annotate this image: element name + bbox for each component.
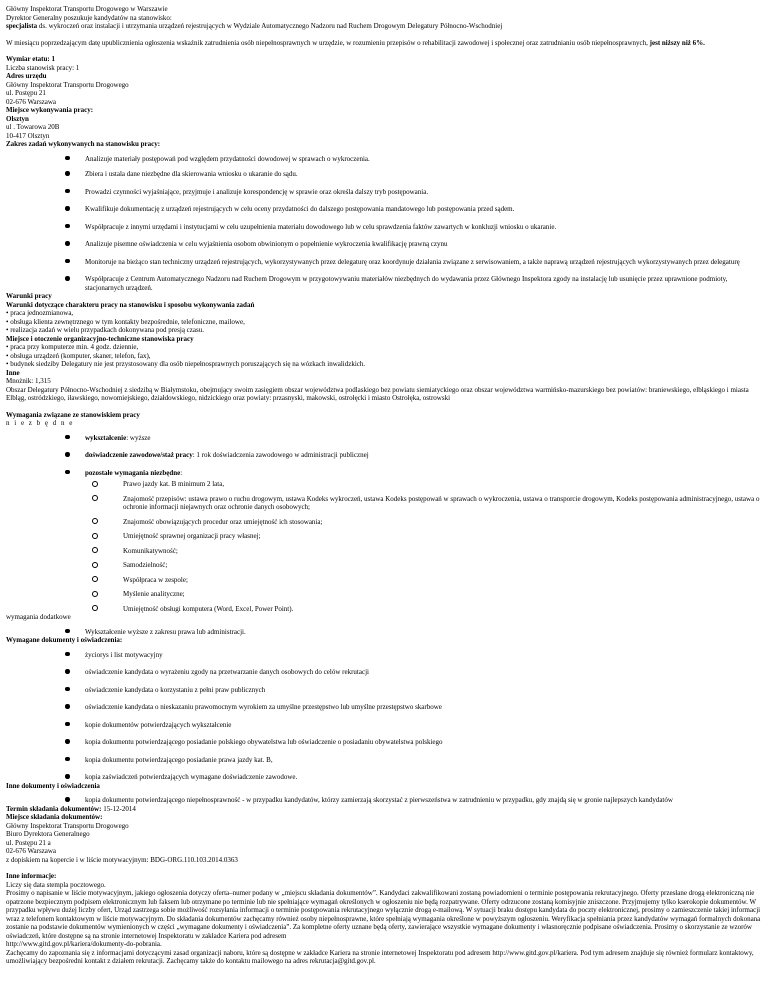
list-item: Analizuje pisemne oświadczenia w celu wyjaśnienia osobom obwinionym o popełnienie wykroczenia kwalifikację prawną czynu <box>6 240 762 249</box>
list-item: kopia dokumentu potwierdzającego posiadanie polskiego obywatelstwa lub oświadczenie o posiadaniu obywatelstwa polskiego <box>6 738 762 747</box>
list-item: Prowadzi czynności wyjaśniające, przyjmuje i analizuje korespondencję w sprawie oraz określa dalszy tryb postępowania. <box>6 188 762 197</box>
position-line <box>6 22 762 31</box>
termin-value: 15-12-2014 <box>101 804 136 813</box>
adres-line: ul. Postępu 21 <box>6 89 46 97</box>
zakres-list <box>6 155 762 293</box>
miejsce-skladania-line: z dopiskiem na kopercie i w liście motywacyjnym: BDG-ORG.110.103.2014.0363 <box>6 855 238 864</box>
miejsce-label: Miejsce wykonywania pracy: <box>6 106 94 114</box>
wymagania-dodatkowe-title: wymagania dodatkowe <box>6 613 71 621</box>
inne-informacje-title: Inne informacje: <box>6 872 57 880</box>
miejsce-city: Olsztyn <box>6 114 29 123</box>
list-item: Prawo jazdy kat. B minimum 2 lata, <box>85 480 762 489</box>
miejsce-skladania-line: Biuro Dyrektora Generalnego <box>6 830 90 838</box>
inne-dokumenty-title: Inne dokumenty i oświadczenia <box>6 781 100 790</box>
list-item: Wykształcenie wyższe z zakresu prawa lub administracji. <box>6 628 762 637</box>
wyksztalcenie-label: wykształcenie <box>85 433 127 442</box>
list-item: Współpraca w zespole; <box>85 576 762 585</box>
dodatkowe-list <box>6 628 762 637</box>
liczba-stanowisk: Liczba stanowisk pracy: 1 <box>6 63 80 72</box>
adres-label: Adres urzędu <box>6 72 47 80</box>
warunki-line: • budynek siedziby Delegatury nie jest przystosowany dla osób niepełnosprawnych poruszających się na wózkach inwalidzkich. <box>6 360 366 368</box>
warunki-inne-title: Inne <box>6 368 20 377</box>
disability-note <box>6 39 762 48</box>
list-item: Umiejętność sprawnej organizacji pracy własnej; <box>85 532 762 541</box>
adres-line: Główny Inspektorat Transportu Drogowego <box>6 80 129 89</box>
doswiadczenie-value: : 1 rok doświadczenia zawodowego w administracji publicznej <box>192 451 369 459</box>
disability-note-bold: jest niższy niż 6%. <box>649 38 705 47</box>
dokumenty-title: Wymagane dokumenty i oświadczenia: <box>6 636 123 644</box>
list-item <box>6 434 762 443</box>
disability-note-text: W miesiącu poprzedzającym datę upublicznienia ogłoszenia wskaźnik zatrudnienia osób niepełnosprawnych w urzędzie, w rozumieniu przepisów o rehabilitacji zawodowej i społecznej oraz zatrudnianiu osób niepełnosprawnych, <box>6 38 650 47</box>
pozostale-value: : <box>180 468 183 477</box>
warunki-line: • praca przy komputerze min. 4 godz. dziennie, <box>6 343 139 351</box>
list-item: Analizuje materiały postępowań pod względem przydatności dowodowej w sprawach o wykroczenia. <box>6 155 762 164</box>
list-item: kopie dokumentów potwierdzających wykształcenie <box>6 721 762 730</box>
warunki-title: Warunki pracy <box>6 292 52 300</box>
list-item: Myślenie analityczne; <box>85 590 762 599</box>
dokumenty-list <box>6 651 762 782</box>
doswiadczenie-label: doświadczenie zawodowe/staż pracy <box>85 451 193 459</box>
termin-line <box>6 805 762 814</box>
pozostale-list <box>85 480 762 613</box>
obszar: Obszar Delegatury Północno-Wschodniej z siedzibą w Białymstoku, obejmujący swoim zasięgiem obszar województwa podlaskiego bez powiatu siemiatyckiego oraz obszar województwa warmińsko-mazurskiego bez powiatów: braniewskiego, elbląskiego i miasta Elbląg, ostródzkiego, iławskiego, nowomiejskiego, działdowskiego, nidzickiego oraz powiaty: przasnyski, makowski, ostrołęcki i miasto Ostrołęka, ostrowski <box>6 385 749 402</box>
miejsce-line: ul . Towarowa 20B <box>6 123 60 131</box>
list-item: oświadczenie kandydata o nieskazaniu prawomocnym wyrokiem za umyślne przestępstwo lub umyślne przestępstwo skarbowe <box>6 703 762 712</box>
list-item <box>6 469 762 614</box>
warunki-line: • obsługa urządzeń (komputer, skaner, telefon, fax), <box>6 351 151 360</box>
list-item: kopia dokumentu potwierdzającego niepełnosprawność - w przypadku kandydatów, którzy zamierzają skorzystać z pierwszeństwa w zatrudnieniu w przypadku, gdy znajdą się w gronie najlepszych kandydatów <box>6 796 762 805</box>
miejsce-line: 10-417 Olsztyn <box>6 131 50 140</box>
inne-informacje-line: Liczy się data stempla pocztowego. <box>6 880 106 889</box>
list-item: oświadczenie kandydata o korzystaniu z pełni praw publicznych <box>6 686 762 695</box>
list-item: Współpracuje z Centrum Automatycznego Nadzoru nad Ruchem Drogowym w przygotowywaniu materiałów niezbędnych do wydawania przez Głównego Inspektora zgody na instalację lub usunięcie przez uprawnione podmioty, stacjonarnych urządzeń. <box>6 275 762 292</box>
warunki-line: • realizacja zadań w wielu przypadkach dokonywana pod presją czasu. <box>6 326 204 334</box>
list-item: Monitoruje na bieżąco stan techniczny urządzeń rejestrujących, wykorzystywanych przez delegaturę oraz koordynuje działania związane z serwisowaniem, a także naprawą urządzeń rejestrujących wykorzystywanych przez delegaturę <box>6 258 762 267</box>
list-item: życiorys i list motywacyjny <box>6 651 762 660</box>
list-item: Znajomość obowiązujących procedur oraz umiejętność ich stosowania; <box>85 518 762 527</box>
inne-informacje-paragraph: Zachęcamy do zapoznania się z informacjami dotyczącymi zasad organizacji naboru, które są dostępne w zakładce Kariera na stronie internetowej Inspektoratu pod adresem http://www.gitd.gov.pl/kariera. Pod tym adresem znajduje się również formularz kontaktowy, umożliwiający bezpośredni kontakt z działem rekrutacji. Zachęcamy także do kontaktu mailowego na adres rekrutacja@gitd.gov.pl. <box>6 948 754 965</box>
inne-dokumenty-list <box>6 796 762 805</box>
wymagania-list <box>6 434 762 614</box>
miejsce-skladania-line: 02-676 Warszawa <box>6 847 57 855</box>
header-line-1: Główny Inspektorat Transportu Drogowego w Warszawie <box>6 5 168 13</box>
inne-informacje-paragraph: Prosimy o napisanie w liście motywacyjnym, jakiego ogłoszenia dotyczy oferta–numer podany w „miejscu składania dokumentów”. Kandydaci zakwalifikowani zostaną powiadomieni o terminie postępowania rekrutacyjnego. Oferty przesłane drogą elektroniczną nie opatrzone bezpiecznym podpisem elektronicznym lub faksem lub otrzymane po terminie lub nie spełniające wymagań określonych w ogłoszeniu nie będą rozpatrywane. Oferty odrzucone zostaną komisyjnie zniszczone. Przyjmujemy tylko kserokopie dokumentów. W przypadku wpływu dużej liczby ofert, Urząd zastrzega sobie możliwość rozsyłania informacji o terminie postępowania rekrutacyjnego wyłącznie drogą e-mailową. W sytuacji braku dostępu kandydata do poczty elektronicznej, prosimy o zamieszczenie takiej informacji wraz z telefonem kontaktowym w liście motywacyjnym. Do składania dokumentów zachęcamy również osoby niepełnosprawne, które spełniają wymagania określone w powyższym ogłoszeniu. Weryfikacja spełniania przez kandydatów wymagań formalnych dokonana zostanie na podstawie dokumentów wymienionych w części „wymagane dokumenty i oświadczenia”. Za kompletne oferty uznane będą oferty, zawierające wszystkie wymagane dokumenty i własnoręcznie podpisane oświadczenia. Prosimy o skorzystanie ze wzorów oświadczeń, które dostępne są na stronie internetowej Inspektoratu w zakładce Kariera pod adresem <box>6 889 761 940</box>
list-item: Umiejętność obsługi komputera (Word, Excel, Power Point). <box>85 605 762 614</box>
wymagania-niezbedne: n i e z b ę d n e <box>6 419 74 427</box>
zakres-label: Zakres zadań wykonywanych na stanowisku pracy: <box>6 140 161 148</box>
adres-line: 02-676 Warszawa <box>6 97 57 106</box>
wymagania-title: Wymagania związane ze stanowiskiem pracy <box>6 410 140 419</box>
list-item: Współpracuje z innymi urzędami i instytucjami w celu uzupełnienia materiału dowodowego lub w celu sprawdzenia faktów zawartych w konkluzji wniosku o ukaranie. <box>6 223 762 232</box>
list-item: Znajomość przepisów: ustawa prawo o ruchu drogowym, ustawa Kodeks wykroczeń, ustawa Kodeks postępowań w sprawach o wykroczenia, ustawa o transporcie drogowym, Kodeks postępowania administracyjnego, ustawa o ochronie informacji niejawnych oraz ochronie danych osobowych; <box>85 495 762 512</box>
list-item: Komunikatywność; <box>85 547 762 556</box>
list-item: kopia dokumentu potwierdzającego posiadanie prawa jazdy kat. B, <box>6 756 762 765</box>
warunki-line: • praca jednozmianowa, <box>6 309 74 317</box>
header-line-2: Dyrektor Generalny poszukuje kandydatów na stanowisko: <box>6 13 172 22</box>
miejsce-skladania-label: Miejsce składania dokumentów: <box>6 813 103 821</box>
position-bold: specjalista <box>6 22 38 30</box>
list-item: kopia zaświadczeń potwierdzających wymagane doświadczenie zawodowe. <box>6 773 762 782</box>
miejsce-skladania-line: ul. Postępu 21 a <box>6 838 51 847</box>
wyksztalcenie-value: : wyższe <box>126 433 151 442</box>
list-item: Kwalifikuje dokumentację z urządzeń rejestrujących w celu oceny przydatności do dalszego postępowania mandatowego lub postępowania przed sądem. <box>6 205 762 214</box>
list-item <box>6 451 762 460</box>
miejsce-skladania-line: Główny Inspektorat Transportu Drogowego <box>6 821 129 830</box>
list-item: Samodzielność; <box>85 561 762 570</box>
warunki-charakter-title: Warunki dotyczące charakteru pracy na stanowisku i sposobu wykonywania zadań <box>6 300 255 309</box>
kariera-link[interactable]: http://www.gitd.gov.pl/kariera/dokumenty-do-pobrania. <box>6 940 162 948</box>
list-item: Zbiera i ustala dane niezbędne dla skierowania wniosku o ukaranie do sądu. <box>6 170 762 179</box>
warunki-miejsce-title: Miejsce i otoczenie organizacyjno-techniczne stanowiska pracy <box>6 334 194 343</box>
pozostale-label: pozostałe wymagania niezbędne <box>85 468 181 477</box>
position-rest: ds. wykroczeń oraz instalacji i utrzymania urządzeń rejestrujących w Wydziale Automatycznego Nadzoru nad Ruchem Drogowym Delegatury Północno-Wschodniej <box>37 22 503 30</box>
list-item: oświadczenie kandydata o wyrażeniu zgody na przetwarzanie danych osobowych do celów rekrutacji <box>6 668 762 677</box>
termin-label: Termin składania dokumentów: <box>6 804 102 813</box>
warunki-line: • obsługa klienta zewnętrznego w tym kontakty bezpośrednie, telefoniczne, mailowe, <box>6 317 245 326</box>
mnoznik: Mnożnik: 1,315 <box>6 377 51 385</box>
wymiar-etatu: Wymiar etatu: 1 <box>6 55 55 63</box>
